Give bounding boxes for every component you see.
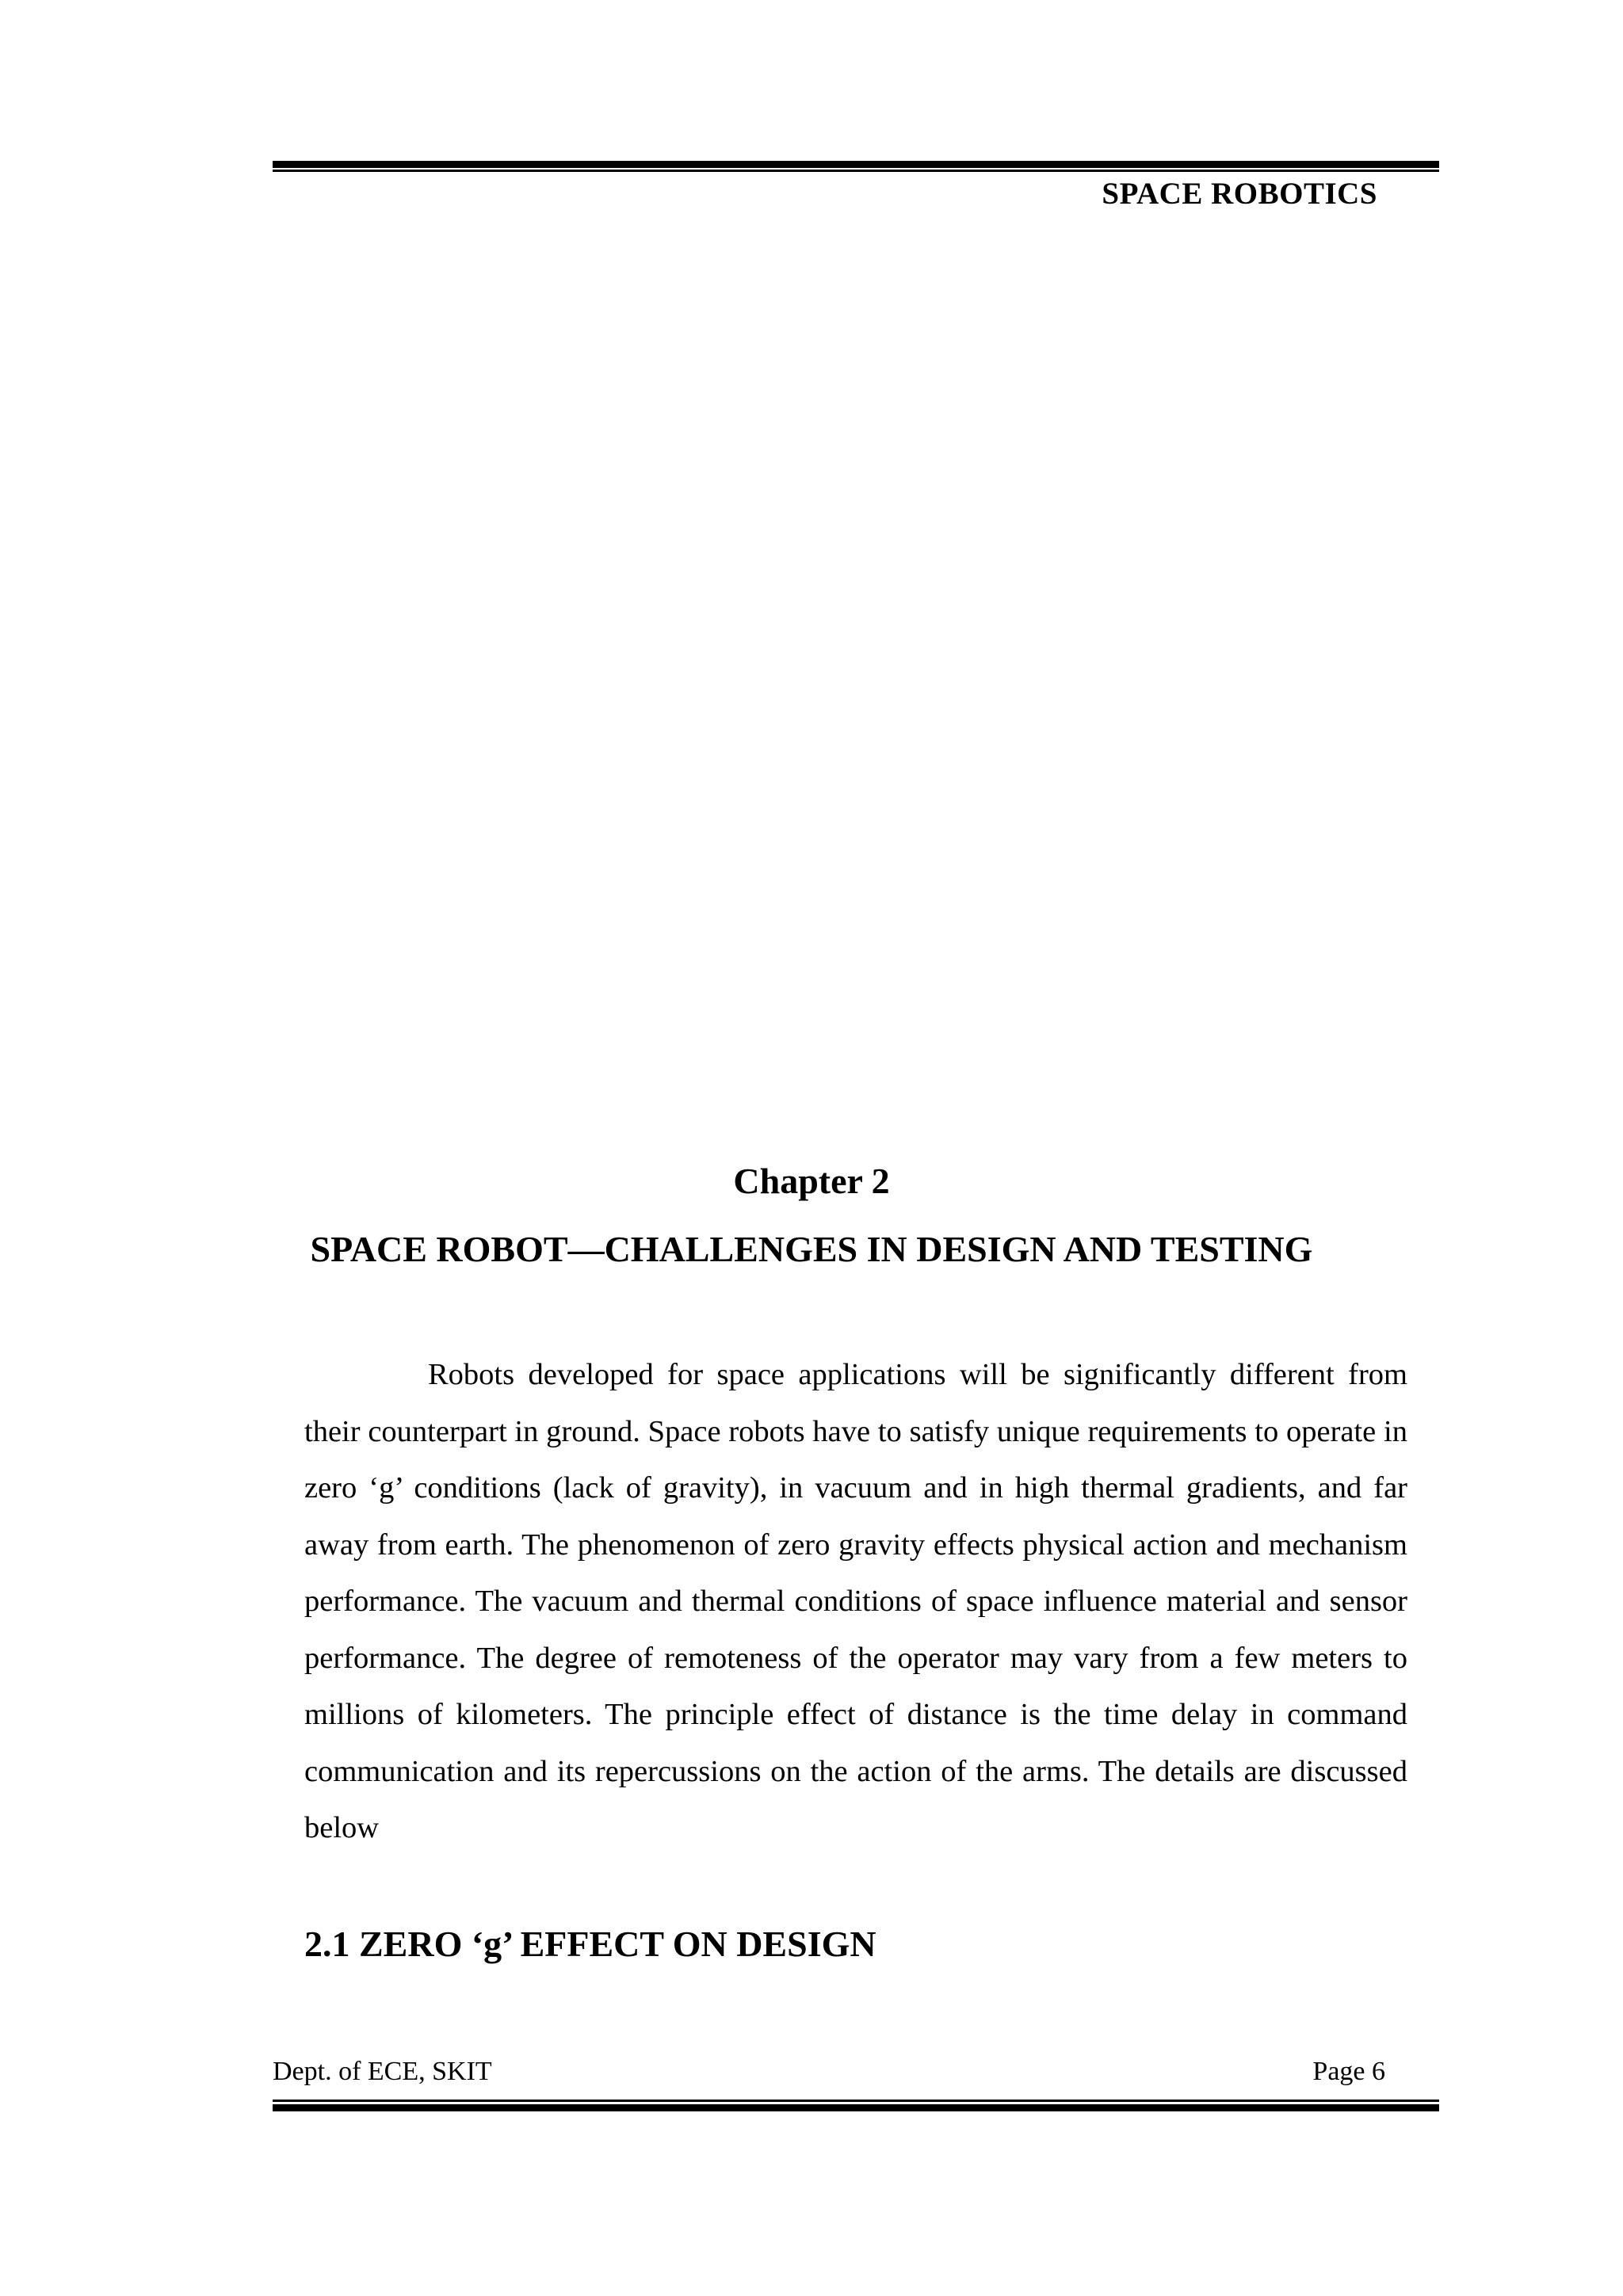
chapter-title: SPACE ROBOT—CHALLENGES IN DESIGN AND TESTING — [310, 1229, 1313, 1269]
footer-rule-thick — [273, 2104, 1439, 2111]
section-heading: 2.1 ZERO ‘g’ EFFECT ON DESIGN — [304, 1924, 876, 1964]
chapter-label: Chapter 2 — [733, 1161, 890, 1201]
footer-department: Dept. of ECE, SKIT — [273, 2057, 492, 2086]
body-paragraph: Robots developed for space applications will be significantly different from their counterpart in ground. Space robots have to satisfy unique requirements to operate in zero ‘g’ conditions (lack of gravity), in vacuum and in high thermal gradients, and far away from earth. The phenomenon of zero gravity effects physical action and mechanism performance. The vacuum and thermal conditions of space influence material and sensor performance. The degree of remoteness of the operator may vary from a few meters to millions of kilometers. The principle effect of distance is the time delay in command communication and its repercussions on the action of the arms. The details are discussed below — [304, 1358, 1407, 1844]
running-header-title: SPACE ROBOTICS — [1102, 177, 1377, 211]
header-rule-thick — [273, 161, 1439, 168]
footer-rule-thin — [273, 2100, 1439, 2102]
footer-page-number: Page 6 — [1312, 2057, 1385, 2086]
header-rule-thin — [273, 170, 1439, 172]
